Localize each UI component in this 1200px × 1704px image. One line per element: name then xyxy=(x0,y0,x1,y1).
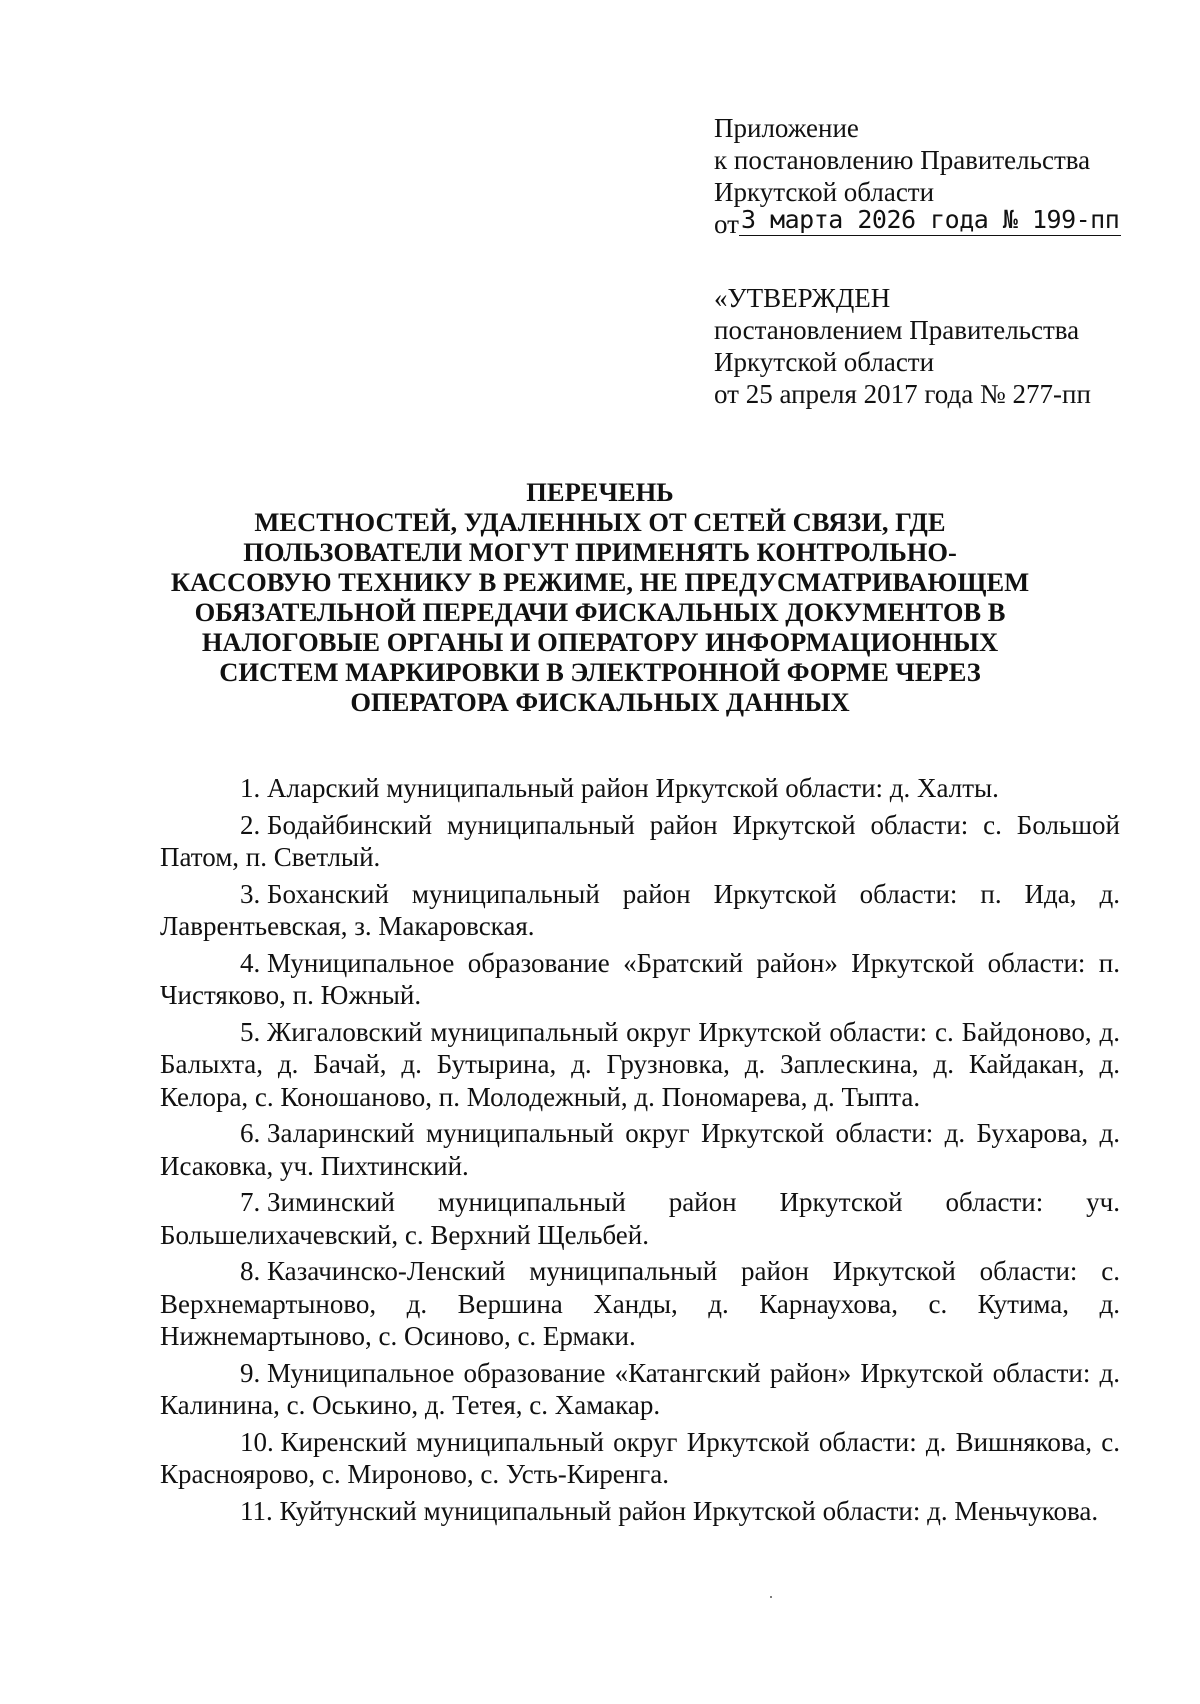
appendix-block xyxy=(714,112,1154,240)
item-text: Боханский муниципальный район Иркутской области: п. Ида, д. Лаврентьевская, з. Макаровская. xyxy=(160,878,1120,941)
appendix-line-2: к постановлению Правительства xyxy=(714,145,1091,175)
document-title xyxy=(140,477,1060,717)
approved-line-3: Иркутской области xyxy=(714,347,935,377)
item-number: 9. xyxy=(240,1357,261,1388)
item-text: Муниципальное образование «Братский район» Иркутской области: п. Чистяково, п. Южный. xyxy=(160,947,1120,1010)
title-heading: ПЕРЕЧЕНЬ xyxy=(526,477,674,507)
list-item xyxy=(160,809,1120,874)
title-line: КАССОВУЮ ТЕХНИКУ В РЕЖИМЕ, НЕ ПРЕДУСМАТРИВАЮЩЕМ xyxy=(170,567,1030,597)
list-item xyxy=(160,1016,1120,1114)
item-number: 10. xyxy=(240,1426,274,1457)
item-number: 7. xyxy=(240,1187,261,1217)
item-text: Заларинский муниципальный округ Иркутской области: д. Бухарова, д. Исаковка, уч. Пихтинский. xyxy=(160,1118,1120,1181)
list-item xyxy=(160,1117,1120,1182)
item-text: Жигаловский муниципальный округ Иркутской области: с. Байдоново, д. Балыхта, д. Бачай, д. Бутырина, д. Грузновка, д. Заплескина, д. Кайдакан, д. Келора, с. Коношаново, п. Молодежный, д. Пономарева, д. Тыпта. xyxy=(160,1016,1120,1112)
list-item xyxy=(160,772,1120,805)
approved-block xyxy=(714,282,1154,410)
item-text: Аларский муниципальный район Иркутской области: д. Халты. xyxy=(267,773,999,803)
approved-line-4: от 25 апреля 2017 года № 277-пп xyxy=(714,379,1091,409)
list-item xyxy=(160,1186,1120,1251)
item-number: 8. xyxy=(240,1256,261,1286)
scan-speck xyxy=(770,1596,772,1598)
title-line: СИСТЕМ МАРКИРОВКИ В ЭЛЕКТРОННОЙ ФОРМЕ ЧЕРЕЗ xyxy=(219,657,981,687)
title-line: МЕСТНОСТЕЙ, УДАЛЕННЫХ ОТ СЕТЕЙ СВЯЗИ, ГДЕ xyxy=(254,507,946,537)
approved-line-2: постановлением Правительства xyxy=(714,315,1080,345)
title-line: ОПЕРАТОРА ФИСКАЛЬНЫХ ДАННЫХ xyxy=(350,687,850,717)
title-line: НАЛОГОВЫЕ ОРГАНЫ И ОПЕРАТОРУ ИНФОРМАЦИОННЫХ xyxy=(201,627,999,657)
appendix-line-1: Приложение xyxy=(714,113,859,143)
date-stamp: 3 марта 2026 года № 199-пп xyxy=(740,205,1120,234)
item-number: 3. xyxy=(240,878,261,909)
item-text: Киренский муниципальный округ Иркутской области: д. Вишнякова, с. Красноярово, с. Мироново, с. Усть-Киренга. xyxy=(160,1426,1120,1489)
item-number: 5. xyxy=(240,1016,261,1047)
item-number: 4. xyxy=(240,947,261,978)
date-prefix: от xyxy=(714,209,739,239)
list-item xyxy=(160,1495,1120,1528)
item-number: 11. xyxy=(240,1495,273,1526)
item-text: Куйтунский муниципальный район Иркутской области: д. Меньчукова. xyxy=(279,1495,1099,1526)
list-item xyxy=(160,1426,1120,1491)
list-item xyxy=(160,947,1120,1012)
title-line: ОБЯЗАТЕЛЬНОЙ ПЕРЕДАЧИ ФИСКАЛЬНЫХ ДОКУМЕНТОВ В xyxy=(194,597,1006,627)
item-text: Бодайбинский муниципальный район Иркутской области: с. Большой Патом, п. Светлый. xyxy=(160,809,1120,872)
title-line: ПОЛЬЗОВАТЕЛИ МОГУТ ПРИМЕНЯТЬ КОНТРОЛЬНО- xyxy=(243,537,957,567)
list-item xyxy=(160,878,1120,943)
item-text: Муниципальное образование «Катангский район» Иркутской области: д. Калинина, с. Оськино, д. Тетея, с. Хамакар. xyxy=(160,1357,1120,1420)
appendix-line-3: Иркутской области xyxy=(714,177,935,207)
item-number: 6. xyxy=(240,1118,261,1148)
appendix-date-line xyxy=(714,205,1154,240)
locality-list xyxy=(160,772,1120,1531)
item-text: Казачинско-Ленский муниципальный район Иркутской области: с. Верхнемартыново, д. Вершина Ханды, д. Карнаухова, с. Кутима, д. Нижнемартыново, с. Осиново, с. Ермаки. xyxy=(160,1256,1120,1351)
item-number: 1. xyxy=(240,773,261,803)
approved-line-1: «УТВЕРЖДЕН xyxy=(714,283,891,313)
item-text: Зиминский муниципальный район Иркутской области: уч. Большелихачевский, с. Верхний Щельбей. xyxy=(160,1187,1120,1250)
item-number: 2. xyxy=(240,809,261,840)
list-item xyxy=(160,1255,1120,1353)
list-item xyxy=(160,1357,1120,1422)
